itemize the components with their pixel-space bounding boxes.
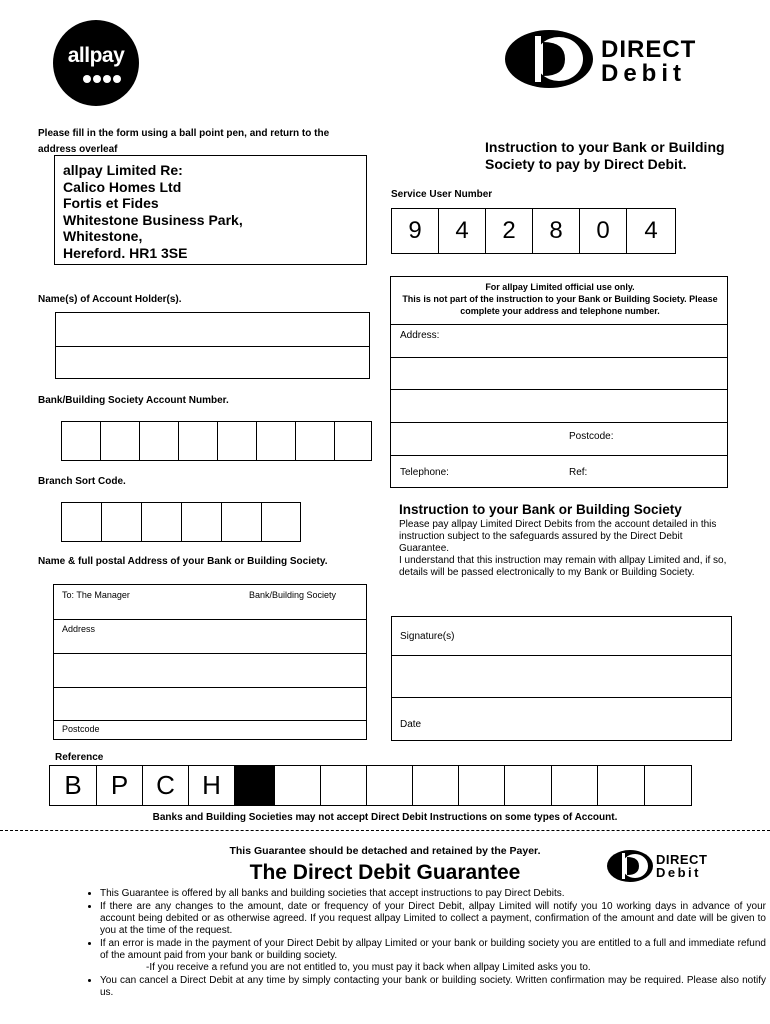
return-address-line: Fortis et Fides (63, 195, 159, 211)
account-number-cell[interactable] (295, 421, 335, 461)
direct-debit-logo-mark (503, 28, 595, 90)
form-title: Instruction to your Bank or Building Society to pay by Direct Debit. (485, 139, 725, 172)
direct-debit-logo-small (606, 848, 726, 884)
service-user-digit: 2 (485, 208, 533, 254)
account-number-cell[interactable] (256, 421, 296, 461)
direct-debit-logo-line2: Debit (601, 60, 686, 87)
bank-address-field-label: Address (62, 624, 96, 634)
official-postcode-field[interactable] (391, 423, 727, 455)
official-address-label: Address: (400, 330, 440, 341)
detach-note: This Guarantee should be detached and retained by the Payer. (229, 845, 541, 857)
service-user-label: Service User Number (391, 189, 493, 200)
reference-cell[interactable] (320, 765, 367, 806)
account-number-cell[interactable] (61, 421, 101, 461)
sort-code-cell[interactable] (61, 502, 102, 542)
bank-address-field-3[interactable] (54, 688, 366, 720)
reference-cell[interactable] (274, 765, 321, 806)
guarantee-item-text: If an error is made in the payment of your Direct Debit by allpay Limited or your bank or building society you are entitled to a full and immediate refund of the amount paid from your bank or building society. (100, 938, 766, 961)
return-address-line: allpay Limited Re: (63, 162, 183, 178)
date-label: Date (400, 719, 422, 730)
sort-code-cell[interactable] (141, 502, 182, 542)
return-address-line: Whitestone, (63, 228, 143, 244)
service-user-digit: 0 (579, 208, 627, 254)
account-number-label: Bank/Building Society Account Number. (38, 395, 229, 406)
service-user-digit: 4 (626, 208, 676, 254)
account-number-cell[interactable] (217, 421, 257, 461)
direct-debit-logo (503, 28, 738, 90)
service-user-number (391, 208, 676, 254)
account-holder-field-2[interactable] (56, 347, 369, 378)
reference-cell: B (49, 765, 97, 806)
guarantee-item: • This Guarantee is offered by all banks and building societies that accept instructions to pay Direct Debits. (100, 888, 766, 900)
account-holders-label: Name(s) of Account Holder(s). (38, 294, 182, 305)
account-number-boxes (61, 421, 372, 461)
signature-field-2[interactable] (392, 656, 731, 697)
allpay-logo-text: allpay (67, 44, 125, 67)
sort-code-cell[interactable] (261, 502, 301, 542)
sort-code-cell[interactable] (101, 502, 142, 542)
date-field[interactable] (392, 698, 731, 740)
telephone-label: Telephone: (400, 467, 449, 478)
sort-code-boxes (61, 502, 301, 542)
telephone-field[interactable] (391, 456, 727, 487)
reference-cell[interactable] (644, 765, 692, 806)
return-address-line: Whitestone Business Park, (63, 211, 243, 228)
reference-label: Reference (55, 752, 104, 763)
direct-debit-logo-line1: DIRECT (601, 36, 697, 63)
ref-label: Ref: (569, 467, 588, 478)
reference-boxes (49, 765, 692, 806)
reference-cell[interactable] (458, 765, 505, 806)
bank-postcode-label: Postcode (62, 724, 100, 734)
reference-cell[interactable] (504, 765, 552, 806)
bank-address-field-2[interactable] (54, 654, 366, 687)
reference-separator-cell (235, 765, 275, 806)
fill-instruction: Please fill in the form using a ball point pen, and return to the address overleaf (38, 128, 330, 155)
service-user-digit: 8 (532, 208, 580, 254)
account-number-cell[interactable] (139, 421, 179, 461)
return-address-box (54, 155, 367, 265)
reference-cell: C (142, 765, 189, 806)
bank-society-label: Bank/Building Society (249, 590, 337, 600)
direct-debit-logo-small-line2: Debit (656, 865, 701, 880)
reference-cell[interactable] (366, 765, 413, 806)
account-number-cell[interactable] (334, 421, 372, 461)
guarantee-refund-note: -If you receive a refund you are not entitled to, you must pay it back when allpay Limited asks you to. (146, 962, 591, 973)
return-address-line: Hereford. HR1 3SE (63, 244, 188, 261)
bank-postcode-field[interactable] (54, 721, 366, 739)
allpay-logo (53, 20, 139, 106)
official-address-field-1[interactable] (391, 325, 727, 357)
return-address-line: Calico Homes Ltd (63, 178, 182, 195)
official-use-line1: For allpay Limited official use only. (485, 282, 635, 292)
sort-code-cell[interactable] (181, 502, 222, 542)
bank-address-field-1[interactable] (54, 620, 366, 653)
sort-code-cell[interactable] (221, 502, 262, 542)
guarantee-title: The Direct Debit Guarantee (249, 861, 521, 884)
allpay-logo-dots (83, 75, 123, 85)
account-number-cell[interactable] (178, 421, 218, 461)
to-manager-label: To: The Manager (62, 590, 130, 600)
official-use-line2: This is not part of the instruction to your Bank or Building Society. Please complete your address and telephone number. (402, 294, 718, 316)
account-holder-field-1[interactable] (56, 313, 369, 346)
official-address-field-2[interactable] (391, 358, 727, 389)
bank-address-label: Name & full postal Address of your Bank or Building Society. (38, 556, 328, 567)
instruction-title: Instruction to your Bank or Building Society (399, 502, 682, 517)
signature-box (391, 616, 732, 741)
reference-cell[interactable] (597, 765, 645, 806)
guarantee-item: • If there are any changes to the amount, date or frequency of your Direct Debit, allpay Limited will notify you 10 working days in advance of your account being debited or as otherwise agreed. If you request allpay Limited to collect a payment, confirmation of the amount and date will be given to you at the time of the request. (100, 901, 766, 937)
service-user-digit: 4 (438, 208, 486, 254)
reference-cell[interactable] (551, 765, 598, 806)
guarantee-item (100, 938, 766, 974)
reference-cell: P (96, 765, 143, 806)
guarantee-list (60, 888, 766, 1000)
account-number-cell[interactable] (100, 421, 140, 461)
reference-cell[interactable] (412, 765, 459, 806)
service-user-digit: 9 (391, 208, 439, 254)
direct-debit-logo-small-line1: DIRECT (656, 852, 708, 867)
sort-code-label: Branch Sort Code. (38, 476, 126, 487)
bank-name-field[interactable] (54, 585, 366, 619)
banks-note: Banks and Building Societies may not accept Direct Debit Instructions on some types of Account. (152, 812, 618, 823)
guarantee-item: • You can cancel a Direct Debit at any time by simply contacting your bank or building society. Written confirmation may be required. Please also notify us. (100, 975, 766, 999)
instruction-body: Please pay allpay Limited Direct Debits from the account detailed in this instruction subject to the safeguards assured by the Direct Debit Guarantee. I understand that this instruction may remain with allpay Limited and, if so, details will be passed electronically to my Bank or Building Society. (399, 519, 727, 578)
official-use-box (390, 276, 728, 488)
official-address-field-3[interactable] (391, 390, 727, 422)
official-postcode-label: Postcode: (569, 431, 614, 442)
direct-debit-logo-small-mark (606, 849, 654, 883)
reference-cell: H (188, 765, 235, 806)
bank-address-box (53, 584, 367, 740)
official-use-header (391, 281, 729, 317)
signature-label: Signature(s) (400, 631, 455, 642)
signature-field-1[interactable] (392, 617, 731, 655)
tear-off-line (0, 830, 770, 831)
account-holders-box (55, 312, 370, 379)
